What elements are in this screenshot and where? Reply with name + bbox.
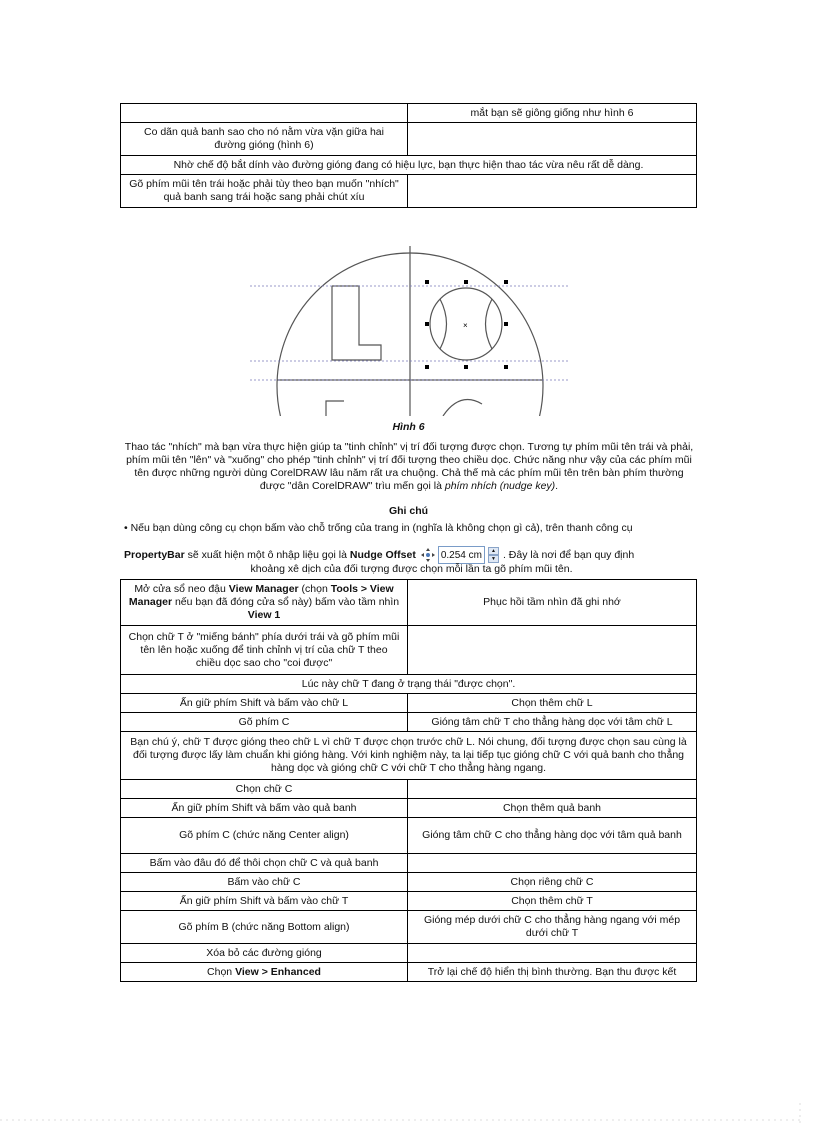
- table-cell: Co dãn quả banh sao cho nó nằm vừa vặn giữa hai đường gióng (hình 6): [121, 123, 408, 156]
- nudge-arrows-icon: [420, 547, 436, 563]
- table-row: [121, 873, 697, 892]
- table-cell: Mở cửa sổ neo đậu View Manager (chọn Tools > View Manager nếu bạn đã đóng cửa sổ này) bấm vào tầm nhìn View 1: [121, 580, 408, 626]
- table-cell: Ấn giữ phím Shift và bấm vào chữ L: [121, 694, 408, 713]
- selection-handle: [425, 322, 429, 326]
- ball-seam-left: [440, 299, 447, 349]
- table-cell: [408, 626, 697, 675]
- table-cell: Gióng mép dưới chữ C cho thẳng hàng ngang với mép dưới chữ T: [408, 911, 697, 944]
- letter-L: [332, 286, 381, 360]
- table-row: [121, 156, 697, 175]
- table-row: [121, 580, 697, 626]
- table-row: [121, 944, 697, 963]
- table-cell: Xóa bỏ các đường gióng: [121, 944, 408, 963]
- table-cell: Gõ phím mũi tên trái hoặc phải tùy theo bạn muốn "nhích" quả banh sang trái hoặc sang phải chút xíu: [121, 175, 408, 208]
- selection-handle: [425, 365, 429, 369]
- nudge-spinner[interactable]: [488, 547, 499, 563]
- propertybar-text: sẽ xuất hiện một ô nhập liệu gọi là: [184, 548, 350, 561]
- table-row: [121, 854, 697, 873]
- table-row: [121, 626, 697, 675]
- table-row: [121, 780, 697, 799]
- table-cell: mắt bạn sẽ giông giống như hình 6: [408, 104, 697, 123]
- table-cell: Nhờ chế độ bắt dính vào đường gióng đang có hiệu lực, bạn thực hiện thao tác vừa nêu rất dễ dàng.: [121, 156, 697, 175]
- selection-handle: [425, 280, 429, 284]
- table-row: [121, 694, 697, 713]
- table-cell: Gõ phím C: [121, 713, 408, 732]
- main-instruction-table: [120, 579, 697, 982]
- selection-handle: [464, 365, 468, 369]
- paragraph-text: Thao tác "nhích" mà bạn vừa thực hiện giúp ta "tinh chỉnh" vị trí đối tượng được chọn. Tương tự phím mũi tên trái và phải, phím mũi tên "lên" và "xuống" cho phép "tinh chỉnh" vị trí đối tượng theo chiều dọc. Chức năng như vậy của các phím mũi tên được những người dùng CorelDRAW lâu năm rất ưa chuộng. Chả thế mà các phím mũi tên trên bàn phím thường được "dân CorelDRAW" trìu mến gọi là: [124, 441, 694, 492]
- selection-handle: [464, 280, 468, 284]
- table-row: [121, 675, 697, 694]
- selection-handle: [504, 280, 508, 284]
- paragraph-italic: phím nhích (nudge key): [444, 480, 556, 492]
- table-cell: Chọn thêm quả banh: [408, 799, 697, 818]
- table-row: [121, 713, 697, 732]
- table-row: [121, 911, 697, 944]
- ball-seam-right: [486, 299, 493, 349]
- table-cell: Lúc này chữ T đang ở trạng thái "được chọn".: [121, 675, 697, 694]
- table-cell: [408, 780, 697, 799]
- propertybar-label: PropertyBar: [124, 548, 185, 561]
- table-cell: Chọn riêng chữ C: [408, 873, 697, 892]
- table-cell: Gióng tâm chữ T cho thẳng hàng dọc với tâm chữ L: [408, 713, 697, 732]
- table-cell: Chọn thêm chữ T: [408, 892, 697, 911]
- table-cell: Bấm vào chữ C: [121, 873, 408, 892]
- table-row: [121, 104, 697, 123]
- table-row: [121, 732, 697, 780]
- note-bullet: • Nếu bạn dùng công cụ chọn bấm vào chỗ trống của trang in (nghĩa là không chọn gì cả), trên thanh công cụ: [124, 522, 633, 534]
- table-row: [121, 818, 697, 854]
- note-heading: Ghi chú: [388, 505, 429, 517]
- table-cell: [408, 854, 697, 873]
- table-row: [121, 175, 697, 208]
- table-cell: Gõ phím B (chức năng Bottom align): [121, 911, 408, 944]
- figure-6-illustration: [250, 236, 570, 416]
- table-cell: Chọn View > Enhanced: [121, 963, 408, 982]
- table-row: [121, 799, 697, 818]
- propertybar-text-end: . Đây là nơi để bạn quy định: [502, 548, 635, 561]
- table-cell: [408, 123, 697, 156]
- top-instruction-table: [120, 103, 697, 208]
- note-line-2: khoảng xê dịch của đối tượng được chọn mỗi lần ta gõ phím mũi tên.: [250, 563, 573, 575]
- table-cell: [408, 175, 697, 208]
- table-cell: Trở lại chế độ hiển thị bình thường. Bạn thu được kết: [408, 963, 697, 982]
- nudge-offset-label: Nudge Offset: [349, 548, 416, 561]
- table-row: [121, 963, 697, 982]
- table-row: [121, 892, 697, 911]
- spin-up-icon[interactable]: ▲: [488, 547, 499, 555]
- letter-T-top: [326, 401, 344, 416]
- table-cell: Gõ phím C (chức năng Center align): [121, 818, 408, 854]
- page-corner-decoration: [0, 1103, 816, 1123]
- spin-down-icon[interactable]: ▼: [488, 555, 499, 563]
- selection-handle: [504, 322, 508, 326]
- table-cell: Bạn chú ý, chữ T được gióng theo chữ L vì chữ T được chọn trước chữ L. Nói chung, đối tượng được chọn sau cùng là đối tượng được lấy làm chuẩn khi gióng hàng. Với kinh nghiệm này, ta lại tiếp tục gióng chữ C với quả banh cho thẳng hàng dọc và gióng chữ C với chữ T cho thẳng hàng ngang.: [121, 732, 697, 780]
- table-cell: [121, 104, 408, 123]
- table-cell: Bấm vào đâu đó để thôi chọn chữ C và quả banh: [121, 854, 408, 873]
- table-cell: [408, 944, 697, 963]
- table-row: [121, 123, 697, 156]
- nudge-offset-input[interactable]: 0.254 cm: [438, 546, 485, 564]
- body-paragraph: [124, 441, 694, 493]
- table-cell: Gióng tâm chữ C cho thẳng hàng dọc với tâm quả banh: [408, 818, 697, 854]
- table-cell: Ấn giữ phím Shift và bấm vào quả banh: [121, 799, 408, 818]
- table-cell: Chọn thêm chữ L: [408, 694, 697, 713]
- selection-handle: [504, 365, 508, 369]
- table-cell: Chọn chữ T ở "miếng bánh" phía dưới trái và gõ phím mũi tên lên hoặc xuống để tinh chỉnh vị trí của chữ T theo chiều dọc sao cho "coi được": [121, 626, 408, 675]
- figure-caption: Hình 6: [392, 421, 425, 433]
- center-mark: ×: [463, 321, 468, 330]
- table-cell: Phục hồi tầm nhìn đã ghi nhớ: [408, 580, 697, 626]
- table-cell: Chọn chữ C: [121, 780, 408, 799]
- table-cell: Ấn giữ phím Shift và bấm vào chữ T: [121, 892, 408, 911]
- paragraph-end: .: [555, 480, 559, 492]
- letter-C-top: [443, 400, 482, 416]
